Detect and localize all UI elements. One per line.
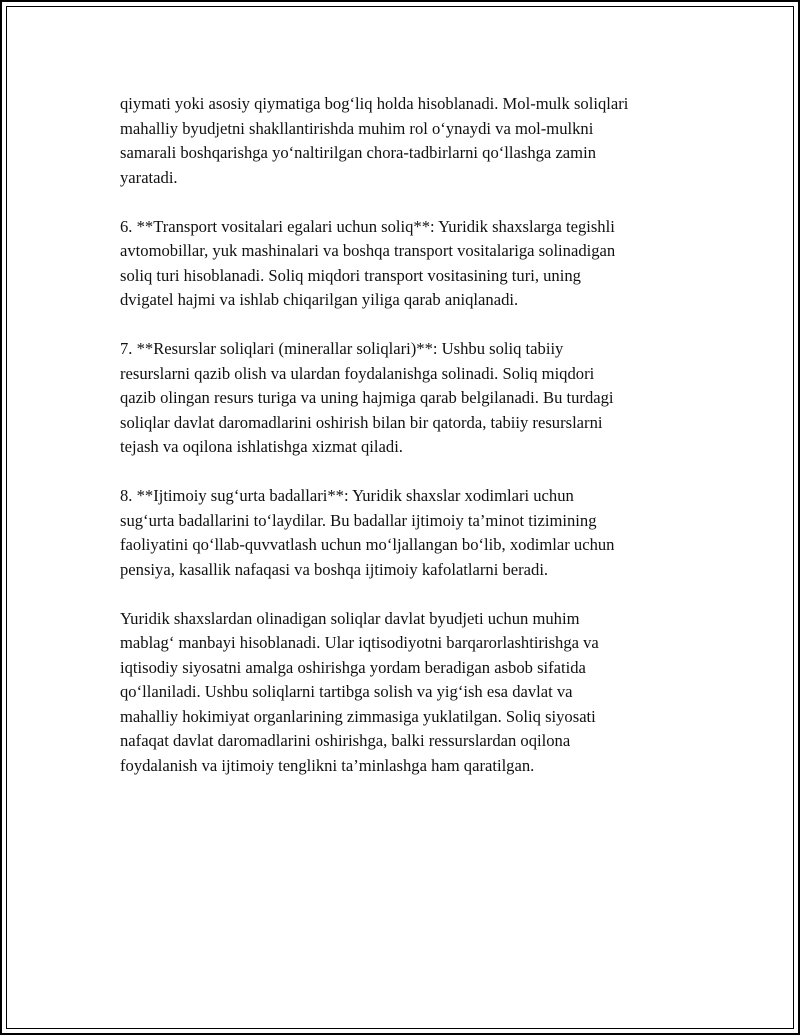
text-line: yaratadi.	[120, 167, 178, 187]
paragraph-social-insurance	[120, 484, 695, 582]
text-line: sug‘urta badallarini to‘laydilar. Bu badallar ijtimoiy ta’minot tizimining	[120, 510, 597, 530]
text-line: nafaqat davlat daromadlarini oshirishga, balki ressurslardan oqilona	[120, 731, 571, 750]
text-line: soliqlar davlat daromadlarini oshirish bilan bir qatorda, tabiiy resurslarni	[120, 412, 603, 432]
text-line: samarali boshqarishga yo‘naltirilgan chora-tadbirlarni qo‘llashga zamin	[120, 143, 596, 162]
text-line: 8. **Ijtimoiy sug‘urta badallari**: Yuridik shaxslar xodimlari uchun	[120, 486, 574, 505]
text-line: mahalliy byudjetni shakllantirishda muhim rol o‘ynaydi va mol-mulkni	[120, 118, 594, 138]
paragraph-conclusion	[120, 607, 695, 779]
paragraph-property-tax-continuation	[120, 92, 695, 190]
text-line: faoliyatini qo‘llab-quvvatlash uchun mo‘ljallangan bo‘lib, xodimlar uchun	[120, 535, 615, 554]
text-line: qo‘llaniladi. Ushbu soliqlarni tartibga solish va yig‘ish esa davlat va	[120, 682, 573, 701]
document-body	[120, 92, 695, 803]
text-line: resurslarni qazib olish va ulardan foydalanishga solinadi. Soliq miqdori	[120, 363, 595, 383]
text-line: mablag‘ manbayi hisoblanadi. Ular iqtisodiyotni barqarorlashtirishga va	[120, 633, 599, 652]
text-line: pensiya, kasallik nafaqasi va boshqa ijtimoiy kafolatlarni beradi.	[120, 559, 549, 579]
text-line: 7. **Resurslar soliqlari (minerallar soliqlari)**: Ushbu soliq tabiiy	[120, 339, 564, 358]
paragraph-transport-tax	[120, 215, 695, 313]
text-line: tejash va oqilona ishlatishga xizmat qiladi.	[120, 437, 403, 456]
text-line: mahalliy hokimiyat organlarining zimmasiga yuklatilgan. Soliq siyosati	[120, 706, 596, 726]
text-line: 6. **Transport vositalari egalari uchun soliq**: Yuridik shaxslarga tegishli	[120, 216, 615, 236]
text-line: qazib olingan resurs turiga va uning hajmiga qarab belgilanadi. Bu turdagi	[120, 388, 614, 407]
text-line: soliq turi hisoblanadi. Soliq miqdori transport vositasining turi, uning	[120, 265, 581, 285]
text-line: foydalanish va ijtimoiy tenglikni ta’minlashga ham qaratilgan.	[120, 755, 535, 775]
paragraph-resource-tax	[120, 337, 695, 460]
text-line: iqtisodiy siyosatni amalga oshirishga yordam beradigan asbob sifatida	[120, 657, 586, 677]
text-line: qiymati yoki asosiy qiymatiga bog‘liq holda hisoblanadi. Mol-mulk soliqlari	[120, 94, 629, 113]
text-line: avtomobillar, yuk mashinalari va boshqa transport vositalariga solinadigan	[120, 241, 616, 260]
text-line: Yuridik shaxslardan olinadigan soliqlar davlat byudjeti uchun muhim	[120, 608, 580, 628]
text-line: dvigatel hajmi va ishlab chiqarilgan yiliga qarab aniqlanadi.	[120, 290, 519, 309]
